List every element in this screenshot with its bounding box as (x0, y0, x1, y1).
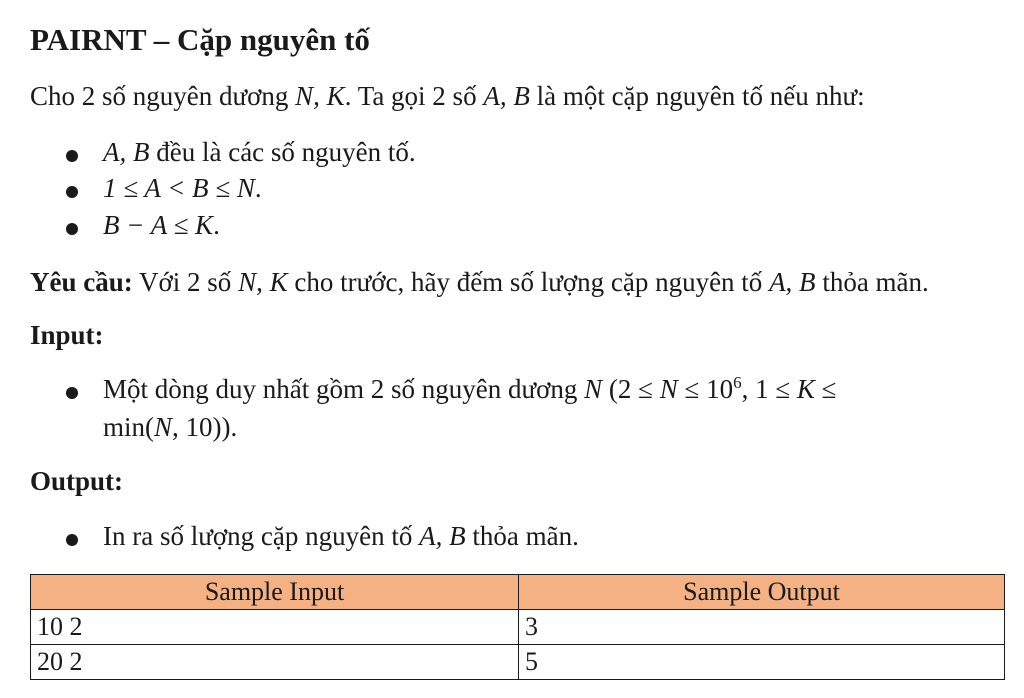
input-math-n: N (584, 374, 603, 404)
requirement-text-1: Với 2 số (132, 267, 239, 297)
requirement-text-3: thỏa mãn. (815, 267, 929, 297)
intro-math-nk: N, K (295, 81, 345, 111)
sample-input-cell: 10 2 (31, 610, 519, 645)
bullet-icon (66, 534, 78, 546)
sample-input-cell: 20 2 (31, 645, 519, 680)
output-math-ab: A, B (419, 521, 466, 551)
output-heading: Output: (30, 466, 124, 496)
condition-item (103, 137, 416, 168)
header-sample-input: Sample Input (31, 575, 519, 610)
condition-item (103, 210, 220, 241)
requirement-math-ab: A, B (769, 267, 816, 297)
intro-text-2: . Ta gọi 2 số (344, 81, 484, 111)
input-math-k: K (796, 374, 815, 404)
bullet-icon (66, 223, 78, 235)
intro-text-1: Cho 2 số nguyên dương (30, 81, 296, 111)
intro-text-3: là một cặp nguyên tố nếu như: (529, 81, 865, 111)
condition-math: B − A ≤ K (103, 210, 214, 240)
output-line (103, 521, 579, 552)
input-math-n: N (659, 374, 678, 404)
bullet-icon (66, 186, 78, 198)
bullet-icon (66, 387, 78, 399)
condition-text: . (213, 210, 220, 240)
input-text: ≤ (814, 374, 837, 404)
condition-item (103, 173, 262, 204)
input-line-2 (103, 412, 237, 443)
input-heading: Input: (30, 320, 104, 350)
intro-math-ab: A, B (483, 81, 530, 111)
input-line-1 (103, 374, 837, 405)
requirement-paragraph (30, 267, 929, 298)
requirement-text-2: cho trước, hãy đếm số lượng cặp nguyên tố (287, 267, 770, 297)
input-exponent: 6 (733, 373, 742, 392)
condition-text: đều là các số nguyên tố. (149, 137, 416, 167)
table-row (31, 645, 1005, 680)
intro-paragraph (30, 81, 865, 112)
condition-text: . (254, 173, 262, 203)
output-text: In ra số lượng cặp nguyên tố (103, 521, 420, 551)
bullet-icon (66, 150, 78, 162)
input-text: Một dòng duy nhất gồm 2 số nguyên dương (103, 374, 585, 404)
table-row (31, 610, 1005, 645)
input-text: ≤ 10 (677, 374, 734, 404)
input-text: (2 ≤ (602, 374, 660, 404)
sample-table (30, 574, 1005, 680)
problem-title: PAIRNT – Cặp nguyên tố (30, 22, 370, 57)
input-math-n: N (154, 412, 173, 442)
input-text: , 10)). (172, 412, 238, 442)
output-text: thỏa mãn. (465, 521, 579, 551)
input-text: , 1 ≤ (741, 374, 797, 404)
requirement-math-nk: N, K (238, 267, 288, 297)
input-text: min( (103, 412, 154, 442)
sample-output-cell: 3 (519, 610, 1005, 645)
condition-math: 1 ≤ A < B ≤ N (103, 173, 255, 203)
sample-output-cell: 5 (519, 645, 1005, 680)
condition-math: A, B (103, 137, 150, 167)
requirement-label: Yêu cầu: (30, 267, 133, 297)
header-sample-output: Sample Output (519, 575, 1005, 610)
table-header-row (31, 575, 1005, 610)
